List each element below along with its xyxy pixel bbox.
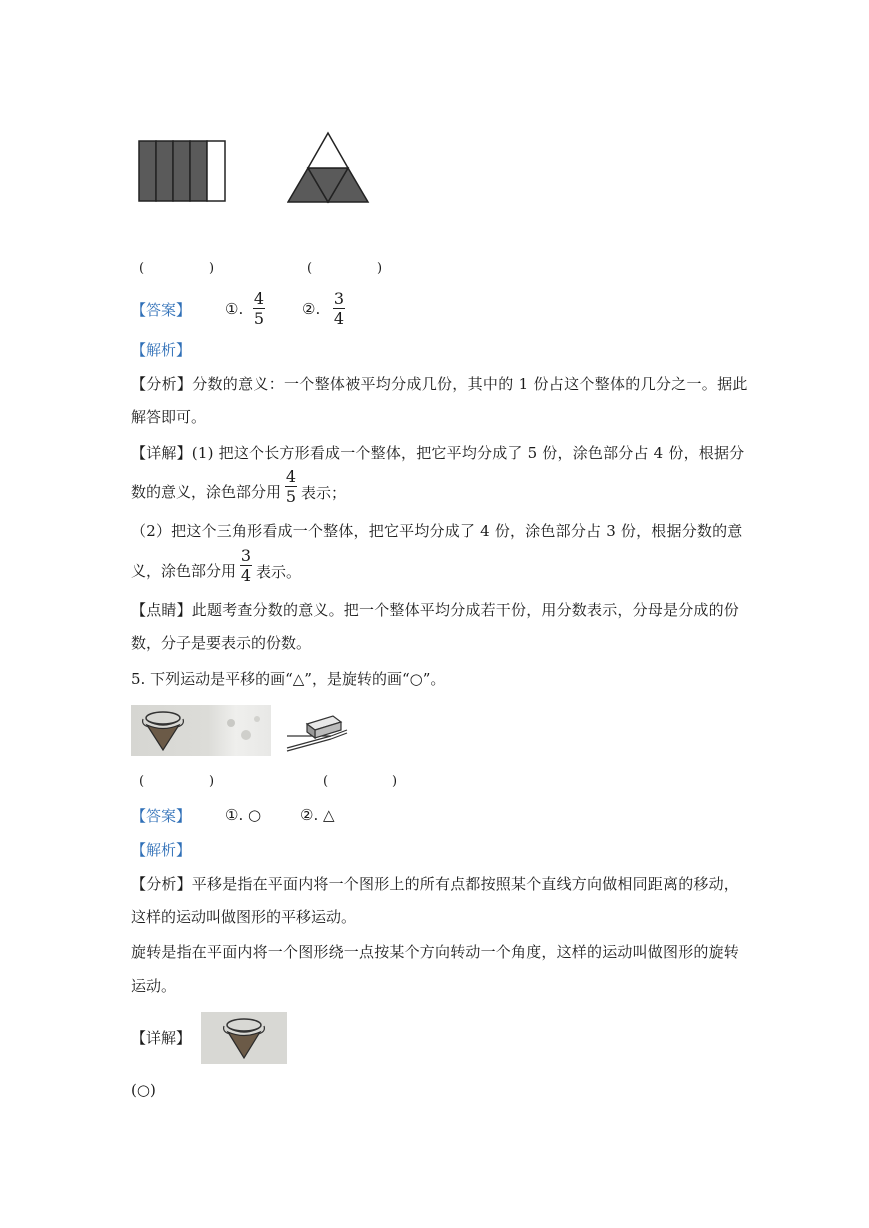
xiangjie-fraction-1 [285, 468, 297, 505]
analysis-tag: 【解析】 [131, 341, 192, 359]
q5-answer-2: ②. △ [300, 806, 335, 824]
fenxi-line-2: 解答即可。 [131, 408, 207, 426]
q5-fenxi-line-2: 这样的运动叫做图形的平移运动。 [131, 908, 357, 926]
blank-open-1: ( [139, 261, 145, 276]
fraction-denominator: 4 [333, 309, 345, 328]
fenxi-line-1: 【分析】分数的意义：一个整体被平均分成几份，其中的 1 份占这个整体的几分之一。据此 [131, 375, 748, 393]
q5-answer-tag: 【答案】 [131, 807, 192, 825]
sliding-drawer-figure [285, 708, 350, 756]
fraction-numerator: 4 [285, 467, 297, 486]
spinning-top-photo-small [201, 1012, 287, 1064]
q5-question: 5. 下列运动是平移的画“△”，是旋转的画“○”。 [131, 670, 446, 688]
answer-2-marker: ②. [302, 300, 321, 318]
blank-close-1: ) [209, 261, 215, 276]
fraction-denominator: 5 [253, 309, 265, 328]
answer-2-fraction [333, 290, 345, 327]
blank-open-2: ( [307, 261, 313, 276]
dianjing-line-2: 数，分子是要表示的份数。 [131, 634, 312, 652]
xiangjie-line-2b: 表示； [301, 484, 347, 502]
q5-blank-open-1: ( [139, 774, 145, 789]
xiangjie-line-1: 【详解】(1) 把这个长方形看成一个整体，把它平均分成了 5 份，涂色部分占 4 份，根据分 [131, 444, 745, 462]
fraction-denominator: 4 [240, 566, 252, 585]
fraction-denominator: 5 [285, 487, 297, 506]
blank-close-2: ) [377, 261, 383, 276]
fraction-numerator: 4 [253, 289, 265, 308]
q5-final-answer: (○) [131, 1081, 156, 1099]
xiangjie-line-3: （2）把这个三角形看成一个整体，把它平均分成了 4 份，涂色部分占 3 份，根据分数的意 [131, 522, 743, 540]
q5-fenxi-line-1: 【分析】平移是指在平面内将一个图形上的所有点都按照某个直线方向做相同距离的移动， [131, 875, 740, 893]
q5-xiangjie-tag: 【详解】 [131, 1029, 192, 1047]
answer-tag: 【答案】 [131, 301, 192, 319]
q5-rotation-line-1: 旋转是指在平面内将一个图形绕一点按某个方向转动一个角度，这样的运动叫做图形的旋转 [131, 943, 740, 961]
rectangle-fraction-figure [138, 140, 230, 204]
spinning-top-icon [131, 705, 271, 756]
q5-analysis-tag: 【解析】 [131, 841, 192, 859]
dianjing-line-1: 【点睛】此题考查分数的意义。把一个整体平均分成若干份，用分数表示，分母是分成的份 [131, 601, 740, 619]
answer-1-fraction [253, 290, 265, 327]
q5-answer-1: ①. ○ [225, 806, 262, 824]
triangle-fraction-figure [287, 130, 373, 206]
xiangjie-line-2a: 数的意义，涂色部分用 [131, 483, 282, 501]
q5-blank-close-2: ) [392, 774, 398, 789]
fraction-numerator: 3 [333, 289, 345, 308]
fraction-numerator: 3 [240, 546, 252, 565]
q5-rotation-line-2: 运动。 [131, 977, 177, 995]
xiangjie-fraction-2 [240, 547, 252, 584]
q5-blank-close-1: ) [209, 774, 215, 789]
xiangjie-line-4b: 表示。 [256, 563, 302, 581]
xiangjie-line-4a: 义，涂色部分用 [131, 562, 237, 580]
answer-1-marker: ①. [225, 300, 244, 318]
q5-blank-open-2: ( [323, 774, 329, 789]
spinning-top-icon [201, 1012, 287, 1064]
spinning-top-photo [131, 705, 271, 756]
